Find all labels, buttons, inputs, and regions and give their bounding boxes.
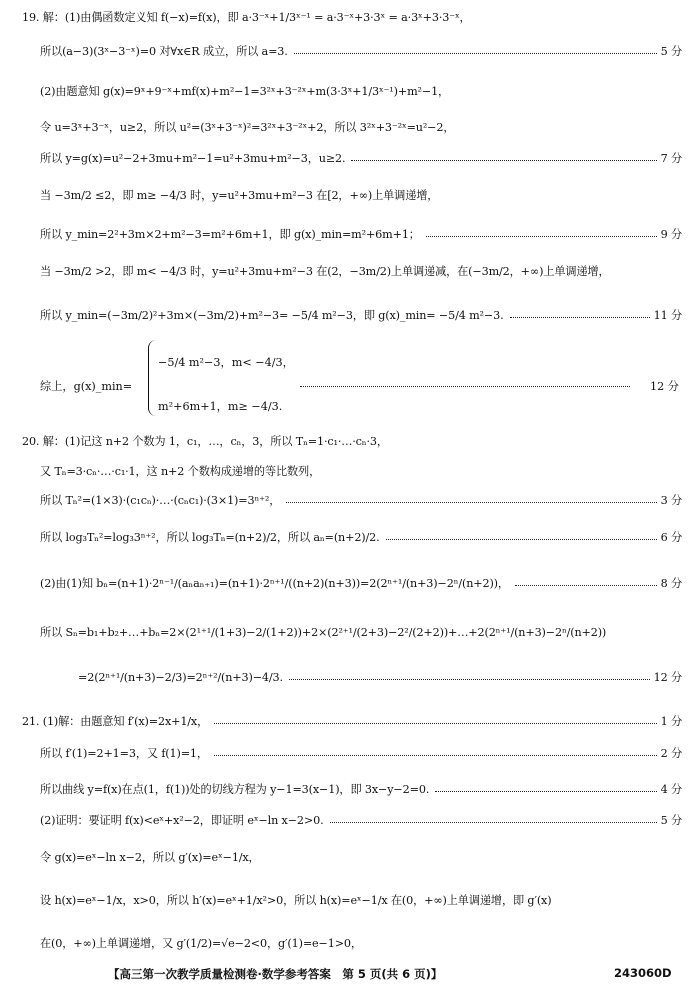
line-20-5: (2)由(1)知 bₙ=(n+1)·2ⁿ⁻¹/(aₙaₙ₊₁)=(n+1)·2ⁿ⁺¹/((n+2)(n+3))=2(2ⁿ⁺¹/(n+3)−2ⁿ/(n+2))， 8 分 [40,577,682,590]
footer-title: 【高三第一次教学质量检测卷·数学参考答案 第 5 页(共 6 页)】 [108,967,443,981]
line-20-4: 所以 log₃Tₙ²=log₃3ⁿ⁺²，所以 log₃Tₙ=(n+2)/2，所以 aₙ=(n+2)/2. 6 分 [40,531,682,544]
line-19-3: (2)由题意知 g(x)=9ˣ+9⁻ˣ+mf(x)+m²−1=3²ˣ+3⁻²ˣ+m(3·3ˣ+1/3ˣ⁻¹)+m²−1， [40,85,450,98]
line-21-2: 所以 f′(1)=2+1=3，又 f(1)=1， 2 分 [40,747,682,760]
line-21-6: 设 h(x)=eˣ−1/x，x>0，所以 h′(x)=eˣ+1/x²>0，所以 h(x)=eˣ−1/x 在(0，+∞)上单调递增，即 g′(x) [40,894,552,907]
line-20-6: 所以 Sₙ=b₁+b₂+…+bₙ=2×(2¹⁺¹/(1+3)−2/(1+2))+2×(2²⁺¹/(2+3)−2²/(2+2))+…+2(2ⁿ⁺¹/(n+3)−2ⁿ/(n+2)) [40,626,607,639]
line-21-1: 21. (1)解：由题意知 f′(x)=2x+1/x， 1 分 [22,715,682,728]
line-21-4: (2)证明：要证明 f(x)<eˣ+x²−2，即证明 eˣ−ln x−2>0. 5 分 [40,814,682,827]
line-19-8: 当 −3m/2 >2，即 m< −4/3 时，y=u²+3mu+m²−3 在(2，−3m/2)上单调递减，在(−3m/2，+∞)上单调递增， [40,265,610,278]
line-19-9: 所以 y_min=(−3m/2)²+3m×(−3m/2)+m²−3= −5/4 m²−3，即 g(x)_min= −5/4 m²−3. 11 分 [40,309,682,322]
footer-code: 243060D [614,966,672,980]
line-20-2: 又 Tₙ=3·cₙ·…·c₁·1，这 n+2 个数构成递增的等比数列， [40,465,321,478]
line-19-1: 19. 解：(1)由偶函数定义知 f(−x)=f(x)，即 a·3⁻ˣ+1/3ˣ⁻¹ = a·3⁻ˣ+3·3ˣ = a·3ˣ+3·3⁻ˣ， [22,11,471,24]
case-1: −5/4 m²−3，m< −4/3， [158,356,294,369]
cases-brace [148,340,157,416]
case-2: m²+6m+1，m≥ −4/3. [158,400,283,413]
cases-dots [300,386,630,387]
line-20-3: 所以 Tₙ²=(1×3)·(c₁cₙ)·…·(cₙc₁)·(3×1)=3ⁿ⁺²， 3 分 [40,494,682,507]
line-20-7: =2(2ⁿ⁺¹/(n+3)−2/3)=2ⁿ⁺²/(n+3)−4/3. 12 分 [78,671,682,684]
line-19-6: 当 −3m/2 ≤2，即 m≥ −4/3 时，y=u²+3mu+m²−3 在[2，+∞)上单调递增， [40,189,439,202]
line-21-3: 所以曲线 y=f(x)在点(1，f(1))处的切线方程为 y−1=3(x−1)，即 3x−y−2=0. 4 分 [40,783,682,796]
line-19-7: 所以 y_min=2²+3m×2+m²−3=m²+6m+1，即 g(x)_min=m²+6m+1； 9 分 [40,228,682,241]
line-19-4: 令 u=3ˣ+3⁻ˣ，u≥2，所以 u²=(3ˣ+3⁻ˣ)²=3²ˣ+3⁻²ˣ+2，所以 3²ˣ+3⁻²ˣ=u²−2， [40,121,455,134]
cases-label: 综上，g(x)_min= [40,380,133,393]
line-19-2: 所以(a−3)(3ˣ−3⁻ˣ)=0 对∀x∈R 成立，所以 a=3. 5 分 [40,45,682,58]
line-19-5: 所以 y=g(x)=u²−2+3mu+m²−1=u²+3mu+m²−3，u≥2. 7 分 [40,152,682,165]
line-21-5: 令 g(x)=eˣ−ln x−2，所以 g′(x)=eˣ−1/x， [40,851,260,864]
line-21-7: 在(0，+∞)上单调递增，又 g′(1/2)=√e−2<0，g′(1)=e−1>0， [40,937,362,950]
cases-score: 12 分 [650,380,679,393]
line-20-1: 20. 解：(1)记这 n+2 个数为 1，c₁，…，cₙ，3，所以 Tₙ=1·c₁·…·cₙ·3， [22,435,388,448]
